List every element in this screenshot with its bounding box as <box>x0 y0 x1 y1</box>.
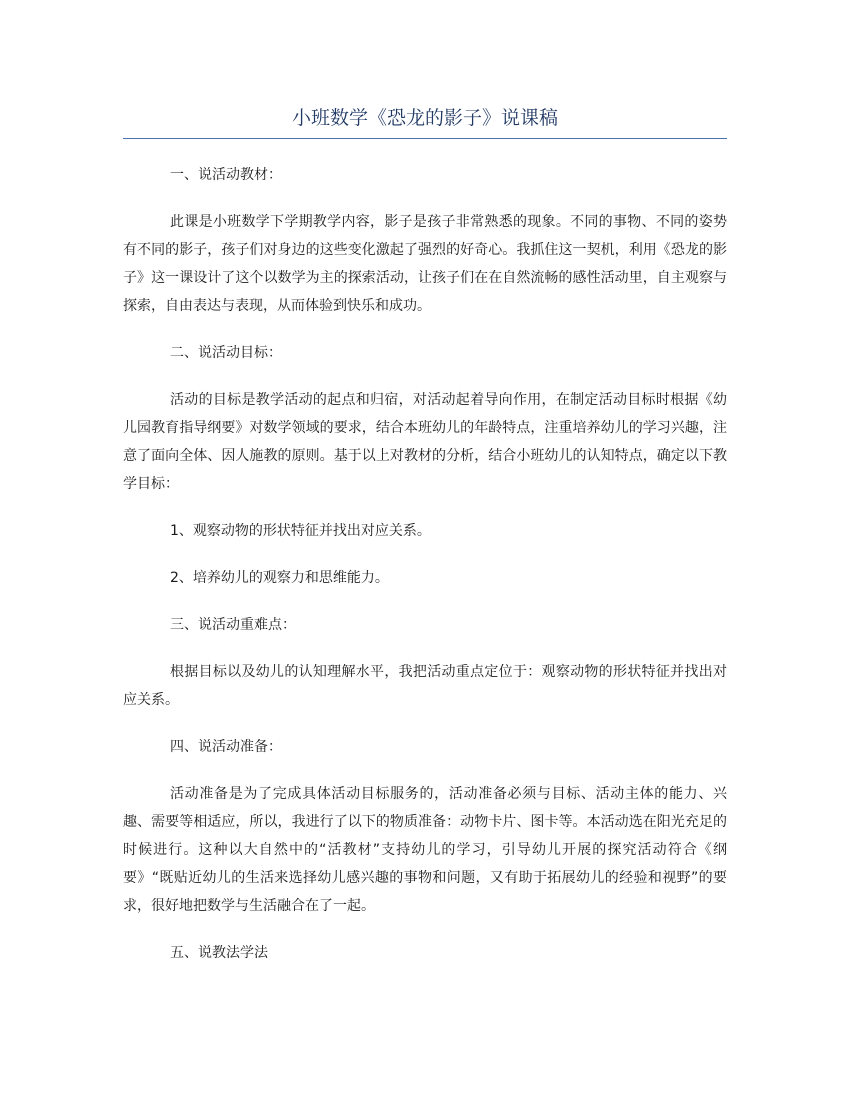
paragraph-goals: 活动的目标是教学活动的起点和归宿，对活动起着导向作用，在制定活动目标时根据《幼儿园教育指导纲要》对数学领域的要求，结合本班幼儿的年龄特点，注重培养幼儿的学习兴趣，注意了面向全体、因人施教的原则。基于以上对教材的分析，结合小班幼儿的认知特点，确定以下教学目标： <box>123 392 727 492</box>
section-heading-key-points: 三、说活动重难点： <box>170 617 296 633</box>
document-body <box>123 161 727 967</box>
paragraph-preparation: 活动准备是为了完成具体活动目标服务的，活动准备必须与目标、活动主体的能力、兴趣、需要等相适应，所以，我进行了以下的物质准备：动物卡片、图卡等。本活动选在阳光充足的时候进行。这种以大自然中的“活教材”支持幼儿的学习，引导幼儿开展的探究活动符合《纲要》“既贴近幼儿的生活来选择幼儿感兴趣的事物和问题，又有助于拓展幼儿的经验和视野”的要求，很好地把数学与生活融合在了一起。 <box>123 786 727 914</box>
goal-item-2: 2、培养幼儿的观察力和思维能力。 <box>170 570 389 586</box>
section-heading-preparation: 四、说活动准备： <box>170 739 282 755</box>
goal-item-1: 1、观察动物的形状特征并找出对应关系。 <box>170 523 431 539</box>
title-divider <box>123 138 727 139</box>
paragraph-key-points: 根据目标以及幼儿的认知理解水平，我把活动重点定位于：观察动物的形状特征并找出对应关系。 <box>123 664 727 708</box>
paragraph-materials: 此课是小班数学下学期教学内容，影子是孩子非常熟悉的现象。不同的事物、不同的姿势有不同的影子，孩子们对身边的这些变化激起了强烈的好奇心。我抓住这一契机，利用《恐龙的影子》这一课设计了这个以数学为主的探索活动，让孩子们在在自然流畅的感性活动里，自主观察与探索，自由表达与表现，从而体验到快乐和成功。 <box>123 214 727 314</box>
section-heading-goals: 二、说活动目标： <box>170 345 282 361</box>
section-heading-methods: 五、说教法学法 <box>170 945 268 961</box>
document-title: 小班数学《恐龙的影子》说课稿 <box>291 107 558 129</box>
section-heading-materials: 一、说活动教材： <box>170 167 282 183</box>
